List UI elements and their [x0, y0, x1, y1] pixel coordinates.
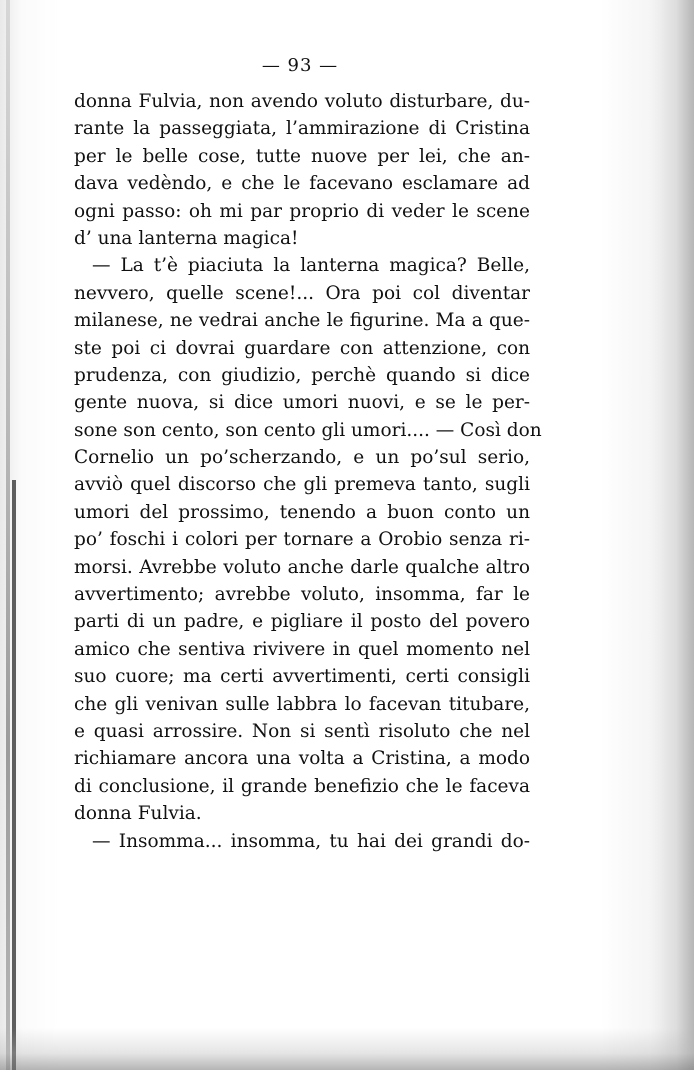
- text-line: umori del prossimo, tenendo a buon conto un: [74, 501, 530, 523]
- text-line: gente nuova, si dice umori nuovi, e se le per-: [74, 392, 530, 414]
- text-line: avvertimento; avrebbe voluto, insomma, far le: [74, 584, 530, 606]
- page-bottom-edge-shadow: [0, 1028, 694, 1070]
- text-line: sone son cento, son cento gli umori.... — Così don: [74, 419, 542, 441]
- text-line: parti di un padre, e pigliare il posto del povero: [74, 611, 530, 633]
- text-line: d’ una lanterna magica!: [74, 227, 299, 249]
- text-line: — Insomma... insomma, tu hai dei grandi do-: [92, 830, 530, 852]
- text-line: per le belle cose, tutte nuove per lei, che an-: [74, 145, 530, 167]
- text-line: avviò quel discorso che gli premeva tanto, sugli: [74, 474, 530, 496]
- text-line: suo cuore; ma certi avvertimenti, certi consigli: [74, 666, 530, 688]
- text-line: dava vedèndo, e che le facevano esclamare ad: [74, 173, 530, 195]
- text-line: po’ foschi i colori per tornare a Orobio senza ri-: [74, 529, 530, 551]
- text-line: di conclusione, il grande benefizio che le faceva: [74, 775, 530, 797]
- page-number: — 93 —: [261, 55, 339, 76]
- text-line: ogni passo: oh mi par proprio di veder le scene: [74, 200, 530, 222]
- text-line: che gli venivan sulle labbra lo facevan titubare,: [74, 693, 530, 715]
- text-line: e quasi arrossire. Non si sentì risoluto che nel: [74, 720, 530, 742]
- page-binding-edge: [12, 480, 16, 1070]
- text-line: rante la passeggiata, l’ammirazione di Cristina: [74, 118, 530, 140]
- page-right-edge-shadow: [650, 0, 694, 1070]
- text-line: ste poi ci dovrai guardare con attenzione, con: [74, 337, 530, 359]
- text-line: — La t’è piaciuta la lanterna magica? Belle,: [92, 255, 530, 277]
- text-line: milanese, ne vedrai anche le figurine. Ma a que-: [74, 310, 530, 332]
- text-line: donna Fulvia, non avendo voluto disturbare, du-: [74, 91, 530, 112]
- text-line: amico che sentiva rivivere in quel momento nel: [74, 638, 530, 660]
- text-line: nevvero, quelle scene!... Ora poi col diventar: [74, 282, 530, 304]
- text-line: richiamare ancora una volta a Cristina, a modo: [74, 748, 530, 770]
- text-line: donna Fulvia.: [74, 803, 202, 825]
- text-line: Cornelio un po’scherzando, e un po’sul serio,: [74, 447, 530, 469]
- text-line: prudenza, con giudizio, perchè quando si dice: [74, 364, 530, 386]
- body-text: [74, 88, 542, 855]
- page-spine-shadow: [6, 0, 10, 1070]
- text-line: morsi. Avrebbe voluto anche darle qualche altro: [74, 556, 530, 578]
